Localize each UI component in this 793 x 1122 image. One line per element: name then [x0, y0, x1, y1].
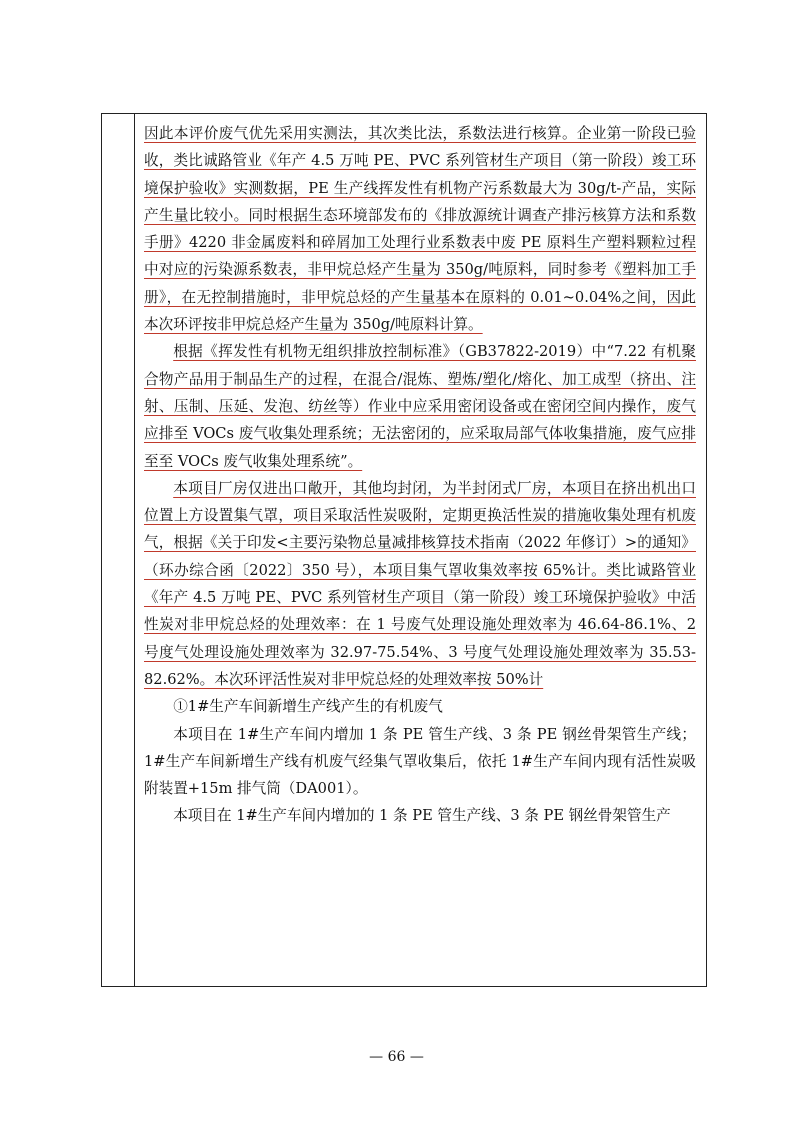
paragraph-5-text: 本项目在 1#生产车间内增加 1 条 PE 管生产线、3 条 PE 钢丝骨架管生产线；1#生产车间新增生产线有机废气经集气罩收集后，依托 1#生产车间内现有活性炭吸附装置+15m 排气筒（DA001）。 [144, 725, 696, 798]
paragraph-6 [144, 802, 696, 829]
paragraph-3 [144, 475, 696, 693]
paragraph-2 [144, 338, 696, 474]
paragraph-6-text: 本项目在 1#生产车间内增加的 1 条 PE 管生产线、3 条 PE 钢丝骨架管生产 [173, 807, 671, 825]
paragraph-1 [144, 120, 696, 338]
table-frame [101, 113, 707, 987]
table-content-cell [144, 120, 696, 830]
paragraph-4-text: ①1#生产车间新增生产线产生的有机废气 [173, 698, 443, 716]
paragraph-5 [144, 721, 696, 803]
paragraph-1-text: 因此本评价废气优先采用实测法，其次类比法，系数法进行核算。企业第一阶段已验收，类比诚路管业《年产 4.5 万吨 PE、PVC 系列管材生产项目（第一阶段）竣工环境保护验收》实测数据，PE 生产线挥发性有机物产污系数最大为 30g/t-产品，实际产生量比较小。同时根据生态环境部发布的《排放源统计调查产排污核算方法和系数手册》4220 非金属废料和碎屑加工处理行业系数表中废 PE 原料生产塑料颗粒过程中对应的污染源系数表，非甲烷总烃产生量为 350g/吨原料，同时参考《塑料加工手册》，在无控制措施时，非甲烷总烃的产生量基本在原料的 0.01~0.04%之间，因此本次环评按非甲烷总烃产生量为 350g/吨原料计算。 [144, 125, 696, 334]
paragraph-2-text: 根据《挥发性有机物无组织排放控制标准》（GB37822-2019）中“7.22 有机聚合物产品用于制品生产的过程，在混合/混炼、塑炼/塑化/熔化、加工成型（挤出、注射、压制、压延、发泡、纺丝等）作业中应采用密闭设备或在密闭空间内操作，废气应排至 VOCs 废气收集处理系统；无法密闭的，应采取局部气体收集措施，废气应排至至 VOCs 废气收集处理系统”。 [144, 343, 696, 470]
page-number: — 66 — [369, 1049, 424, 1065]
left-column-divider [134, 114, 135, 986]
paragraph-3-text: 本项目厂房仅进出口敞开，其他均封闭，为半封闭式厂房，本项目在挤出机出口位置上方设置集气罩，项目采取活性炭吸附，定期更换活性炭的措施收集处理有机废气，根据《关于印发<主要污染物总量减排核算技术指南（2022 年修订）>的通知》（环办综合函〔2022〕350 号），本项目集气罩收集效率按 65%计。类比诚路管业《年产 4.5 万吨 PE、PVC 系列管材生产项目（第一阶段）竣工环境保护验收》中活性炭对非甲烷总烃的处理效率：在 1 号废气处理设施处理效率为 46.64-86.1%、2 号度气处理设施处理效率为 32.97-75.54%、3 号度气处理设施处理效率为 35.53-82.62%。本次环评活性炭对非甲烷总烃的处理效率按 50%计 [144, 479, 696, 688]
paragraph-4 [144, 693, 696, 720]
